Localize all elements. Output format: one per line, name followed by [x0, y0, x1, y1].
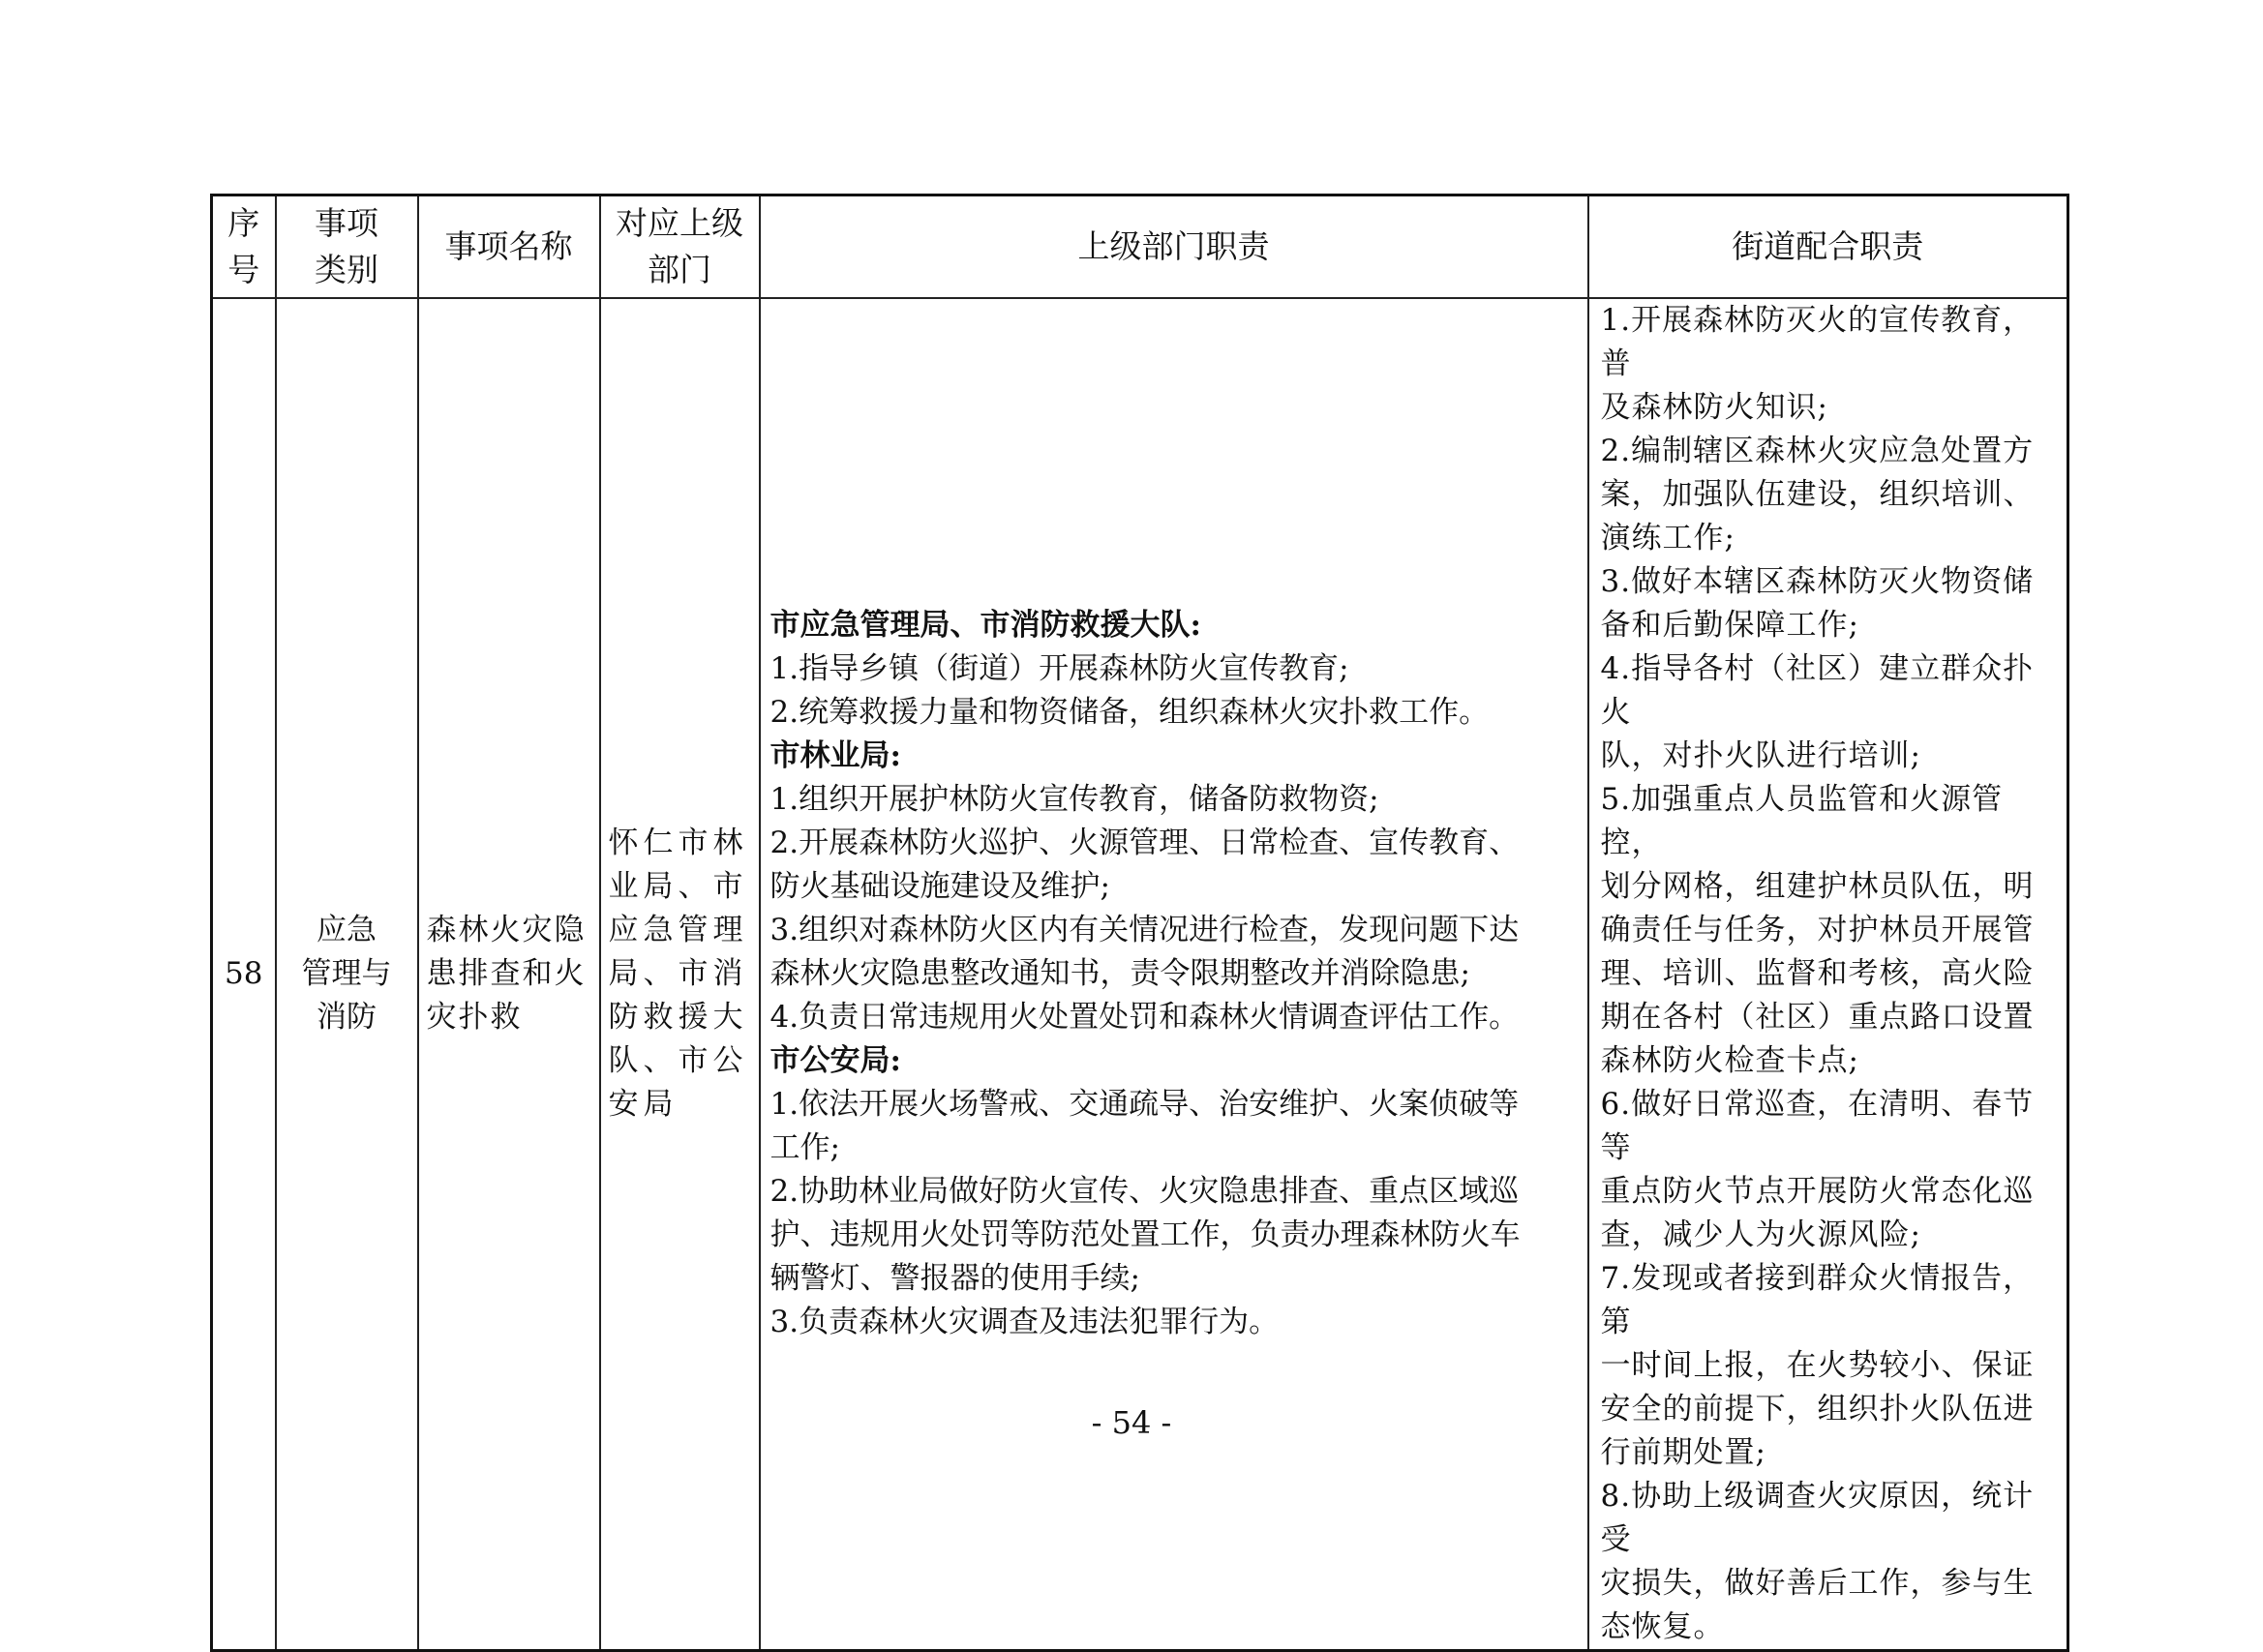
street-duty-line: 3.做好本辖区森林防灭火物资储	[1600, 563, 2035, 599]
upper-duty-heading: 市应急管理局、市消防救援大队:	[769, 607, 1201, 643]
header-name: 事项名称	[418, 195, 600, 298]
header-row	[212, 195, 2068, 298]
upper-duty-line: 2.协助林业局做好防火宣传、火灾隐患排查、重点区域巡	[769, 1173, 1520, 1209]
street-duty-line: 备和后勤保障工作;	[1600, 607, 1859, 643]
cell-name-line-1: 森林火灾隐	[426, 912, 587, 947]
street-duty-line: 确责任与任务，对护林员开展管	[1600, 912, 2035, 947]
upper-duty-line: 1.指导乡镇（街道）开展森林防火宣传教育;	[769, 650, 1349, 686]
cell-street-duty	[1588, 298, 2068, 1651]
street-duty-line: 7.发现或者接到群众火情报告，第	[1600, 1260, 2035, 1339]
street-duty-line: 灾损失，做好善后工作，参与生	[1600, 1565, 2035, 1601]
header-dept	[600, 195, 760, 298]
street-duty-line: 队，对扑火队进行培训;	[1600, 737, 1921, 773]
upper-duty-line: 3.负责森林火灾调查及违法犯罪行为。	[769, 1304, 1280, 1339]
street-duty-line: 查，减少人为火源风险;	[1600, 1216, 1921, 1252]
street-duty-line: 态恢复。	[1600, 1608, 1725, 1644]
street-duty-line: 重点防火节点开展防火常态化巡	[1600, 1173, 2035, 1209]
street-duty-line: 2.编制辖区森林火灾应急处置方	[1600, 433, 2035, 468]
upper-duty-line: 护、违规用火处罚等防范处置工作，负责办理森林防火车	[769, 1216, 1521, 1252]
cell-dept-line-6: 队、市公	[608, 1042, 748, 1078]
table-row	[212, 298, 2068, 1651]
header-seq-line-2: 号	[227, 250, 260, 288]
street-duty-line: 一时间上报，在火势较小、保证	[1600, 1347, 2035, 1383]
cell-category	[276, 298, 418, 1651]
street-duty-line: 行前期处置;	[1600, 1434, 1766, 1470]
street-duty-line: 案，加强队伍建设，组织培训、	[1600, 476, 2035, 512]
street-duty-line: 森林防火检查卡点;	[1600, 1042, 1859, 1078]
street-duty-line: 4.指导各村（社区）建立群众扑火	[1600, 650, 2035, 730]
upper-duty-line: 3.组织对森林防火区内有关情况进行检查，发现问题下达	[769, 912, 1520, 947]
page-number: - 54 -	[1091, 1404, 1172, 1441]
cell-seq: 58	[212, 298, 276, 1651]
street-duty-line: 6.做好日常巡查，在清明、春节等	[1600, 1086, 2035, 1165]
street-duty-line: 5.加强重点人员监管和火源管控，	[1600, 781, 2004, 860]
upper-duty-line: 1.依法开展火场警戒、交通疏导、治安维护、火案侦破等	[769, 1086, 1520, 1122]
upper-duty-line: 1.组织开展护林防火宣传教育，储备防救物资;	[769, 781, 1379, 817]
street-duty-line: 理、培训、监督和考核，高火险	[1600, 955, 2035, 991]
header-seq	[212, 195, 276, 298]
upper-duty-line: 2.统筹救援力量和物资储备，组织森林火灾扑救工作。	[769, 694, 1490, 730]
cell-dept-line-2: 业局、市	[608, 868, 748, 904]
cell-dept-line-7: 安局	[608, 1086, 679, 1122]
cell-category-line-2: 管理与	[301, 955, 392, 991]
header-dept-line-1: 对应上级	[616, 203, 743, 242]
header-category	[276, 195, 418, 298]
upper-duty-line: 4.负责日常违规用火处置处罚和森林火情调查评估工作。	[769, 999, 1520, 1035]
cell-category-line-1: 应急	[317, 912, 377, 947]
cell-dept-line-5: 防救援大	[608, 999, 748, 1035]
street-duty-line: 8.协助上级调查火灾原因，统计受	[1600, 1478, 2035, 1557]
street-duty-line: 演练工作;	[1600, 520, 1735, 556]
cell-dept-line-4: 局、市消	[608, 955, 748, 991]
header-seq-line-1: 序	[227, 203, 260, 242]
upper-duty-line: 森林火灾隐患整改通知书，责令限期整改并消除隐患;	[769, 955, 1470, 991]
header-category-line-1: 事项	[315, 203, 378, 242]
header-dept-line-2: 部门	[648, 250, 711, 288]
header-category-line-2: 类别	[315, 250, 378, 288]
upper-duty-heading: 市公安局:	[769, 1042, 901, 1078]
upper-duty-heading: 市林业局:	[769, 737, 901, 773]
header-upper-duty: 上级部门职责	[760, 195, 1588, 298]
cell-name-line-2: 患排查和火	[426, 955, 587, 991]
cell-dept-line-1: 怀仁市林	[608, 825, 748, 860]
cell-upper-duty	[760, 298, 1588, 1651]
upper-duty-line: 2.开展森林防火巡护、火源管理、日常检查、宣传教育、	[769, 825, 1520, 860]
street-duty-line: 安全的前提下，组织扑火队伍进	[1600, 1391, 2035, 1427]
street-duty-line: 及森林防火知识;	[1600, 389, 1828, 425]
cell-name	[418, 298, 600, 1651]
upper-duty-line: 防火基础设施建设及维护;	[769, 868, 1110, 904]
street-duty-line: 期在各村（社区）重点路口设置	[1600, 999, 2035, 1035]
cell-dept	[600, 298, 760, 1651]
header-street-duty: 街道配合职责	[1588, 195, 2068, 298]
cell-dept-line-3: 应急管理	[608, 912, 748, 947]
upper-duty-line: 辆警灯、警报器的使用手续;	[769, 1260, 1140, 1296]
cell-category-line-3: 消防	[317, 999, 377, 1035]
cell-name-line-3: 灾扑救	[426, 999, 523, 1035]
street-duty-line: 划分网格，组建护林员队伍，明	[1600, 868, 2035, 904]
street-duty-line: 1.开展森林防灭火的宣传教育，普	[1600, 302, 2035, 381]
upper-duty-line: 工作;	[769, 1129, 840, 1165]
